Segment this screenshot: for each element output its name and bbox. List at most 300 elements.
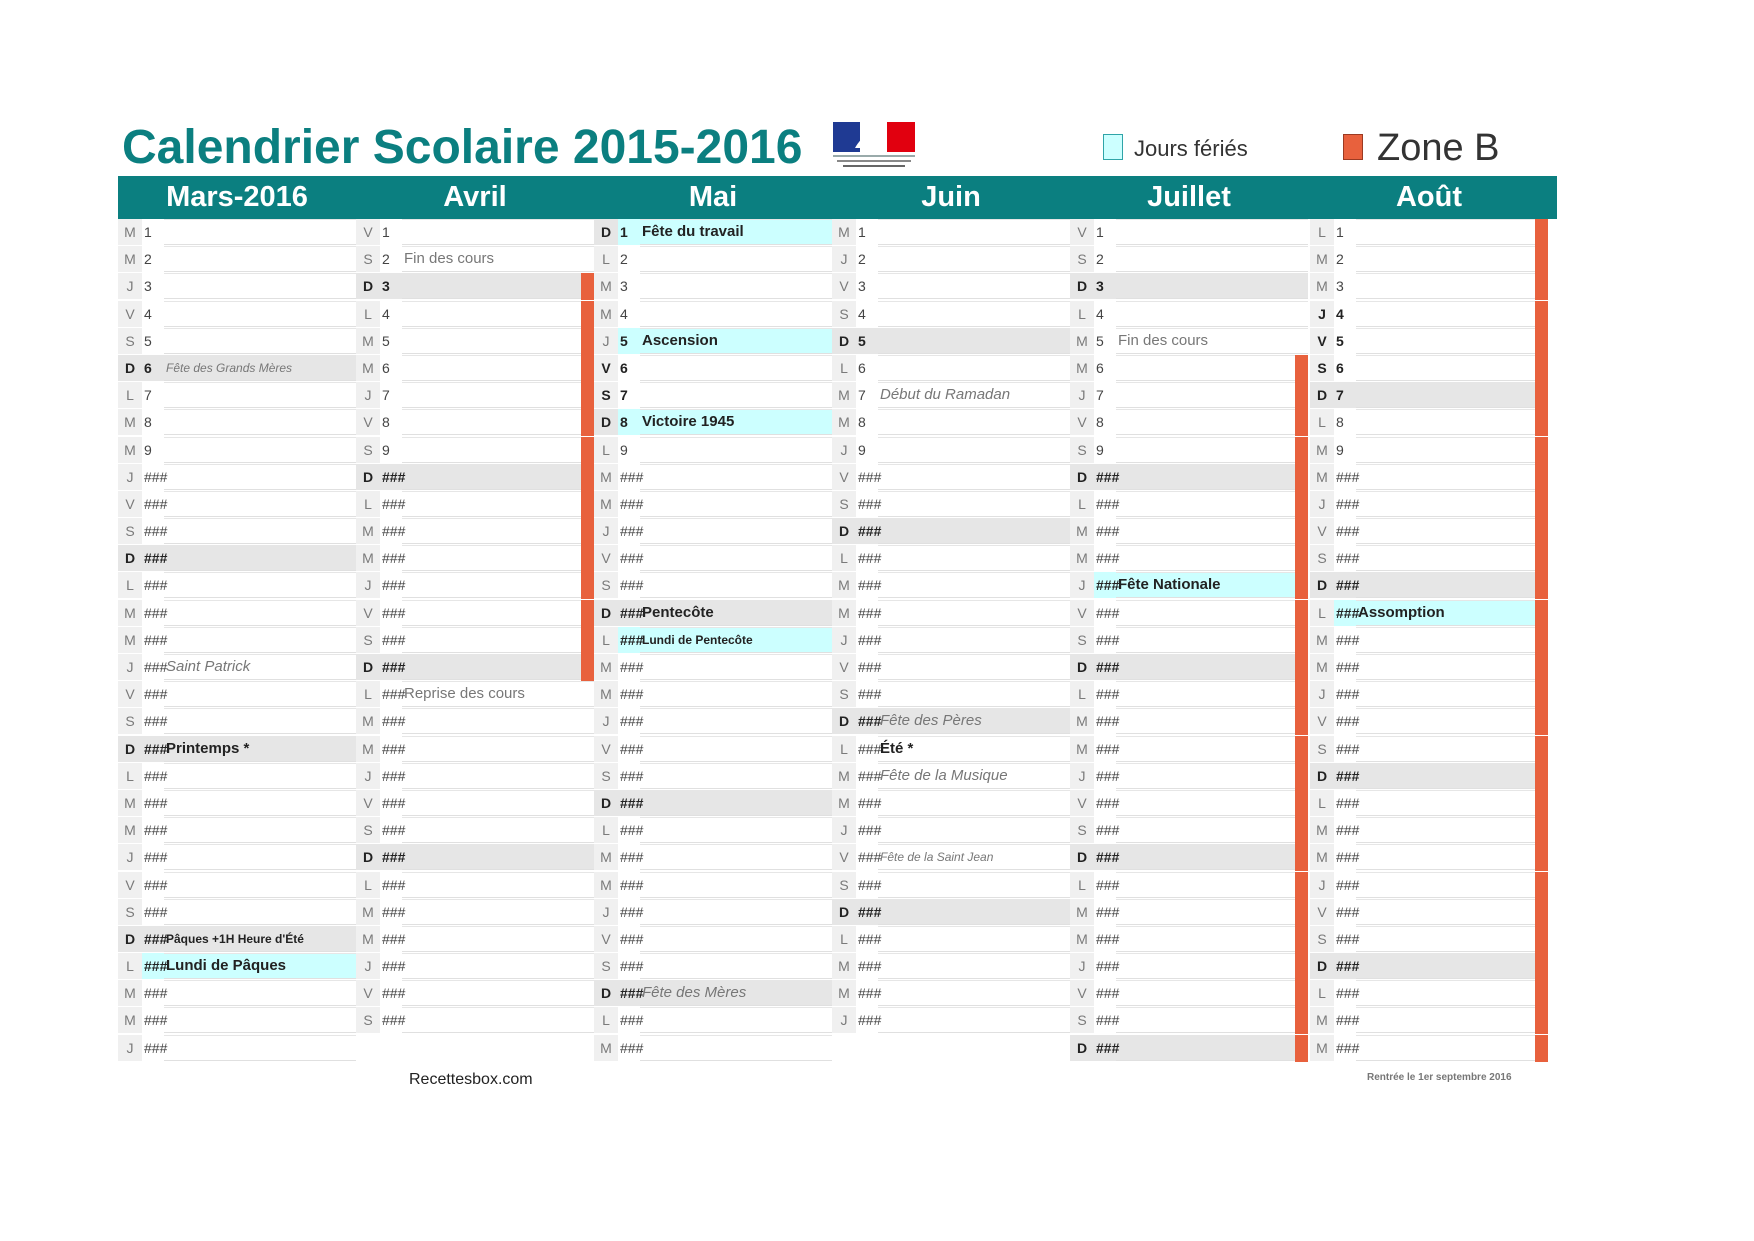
month-column <box>118 219 356 1062</box>
day-cell <box>1356 382 1535 408</box>
day-row <box>1310 790 1548 817</box>
day-number: ### <box>858 495 882 512</box>
day-row <box>832 899 1070 926</box>
day-cell <box>164 627 356 653</box>
weekday-letter: D <box>594 600 618 626</box>
day-cell <box>1116 518 1295 544</box>
day-row <box>118 518 356 545</box>
day-row <box>1070 926 1308 953</box>
zone-b-marker <box>1535 409 1548 436</box>
day-number: 3 <box>620 278 628 295</box>
zone-b-marker <box>581 328 594 355</box>
day-number: 6 <box>142 355 164 381</box>
weekday-letter: L <box>1310 409 1334 435</box>
weekday-letter: M <box>356 708 380 734</box>
day-cell <box>1116 301 1308 327</box>
weekday-letter: M <box>118 980 142 1006</box>
weekday-letter: D <box>356 273 380 299</box>
day-cell <box>640 355 832 381</box>
day-row <box>1070 763 1308 790</box>
zone-b-marker <box>1535 382 1548 409</box>
day-row <box>1310 1035 1548 1062</box>
day-row <box>594 844 832 871</box>
weekday-letter: M <box>832 219 856 245</box>
weekday-letter: S <box>356 437 380 463</box>
day-cell <box>164 273 356 299</box>
day-row <box>356 872 594 899</box>
day-cell <box>1116 600 1295 626</box>
day-number: ### <box>618 980 640 1006</box>
day-cell <box>1116 437 1295 463</box>
day-number: ### <box>382 604 406 621</box>
day-number: ### <box>856 708 878 734</box>
weekday-letter: V <box>118 491 142 517</box>
day-note: Ascension <box>642 331 718 349</box>
zone-b-marker <box>1295 600 1308 627</box>
zone-b-marker <box>581 437 594 464</box>
day-row <box>594 491 832 518</box>
weekday-letter: D <box>1070 1035 1094 1061</box>
jours-feries-label: Jours fériés <box>1134 136 1248 161</box>
day-row <box>356 518 594 545</box>
day-row <box>832 953 1070 980</box>
weekday-letter: L <box>1310 790 1334 816</box>
day-row <box>356 437 594 464</box>
day-number: 9 <box>1336 441 1344 458</box>
day-number: 5 <box>856 328 878 354</box>
day-cell <box>164 600 356 626</box>
day-cell <box>878 872 1070 898</box>
day-row <box>832 681 1070 708</box>
day-row <box>1310 464 1548 491</box>
weekday-letter: J <box>118 464 142 490</box>
day-number: 1 <box>858 224 866 240</box>
day-cell <box>402 817 594 843</box>
day-number: 2 <box>858 251 866 268</box>
zone-b-marker <box>581 382 594 409</box>
day-number: ### <box>144 822 168 839</box>
day-row <box>832 600 1070 627</box>
day-number: ### <box>620 876 644 893</box>
day-number: ### <box>858 604 882 621</box>
day-cell <box>640 273 832 299</box>
zone-b-marker <box>581 464 594 491</box>
day-cell <box>164 382 356 408</box>
weekday-letter: M <box>1070 545 1094 571</box>
weekday-letter: L <box>356 491 380 517</box>
weekday-letter: M <box>118 437 142 463</box>
day-number: 5 <box>1336 332 1344 349</box>
day-number: ### <box>858 659 882 675</box>
weekday-letter: V <box>118 681 142 707</box>
weekday-letter: J <box>118 654 142 680</box>
day-row <box>1070 246 1308 273</box>
weekday-letter: D <box>832 328 856 354</box>
day-note: Fête de la Musique <box>880 766 1008 784</box>
weekday-letter: L <box>118 382 142 408</box>
day-row <box>1070 817 1308 844</box>
day-number: 6 <box>858 359 866 376</box>
day-row <box>832 627 1070 654</box>
day-cell <box>1116 872 1295 898</box>
day-number: ### <box>620 523 644 540</box>
day-note: Lundi de Pâques <box>166 957 287 975</box>
day-number: ### <box>620 495 644 512</box>
zone-b-marker <box>1535 355 1548 382</box>
weekday-letter: L <box>594 437 618 463</box>
day-number: ### <box>1336 1012 1360 1029</box>
day-cell <box>1356 219 1535 245</box>
day-cell <box>878 273 1070 299</box>
zone-b-marker <box>1295 572 1308 599</box>
day-cell <box>878 899 1070 925</box>
weekday-letter: V <box>1070 409 1094 435</box>
day-cell <box>1116 708 1295 734</box>
day-cell <box>1356 872 1535 898</box>
weekday-letter: D <box>832 708 856 734</box>
day-cell <box>164 790 356 816</box>
day-number: 8 <box>1336 414 1344 431</box>
page-title: Calendrier Scolaire 2015-2016 <box>122 121 803 174</box>
day-cell <box>402 219 594 245</box>
day-cell <box>878 817 1070 843</box>
weekday-letter: L <box>118 953 142 979</box>
day-number: ### <box>1094 1035 1116 1061</box>
weekday-letter: M <box>1310 1035 1334 1061</box>
day-cell <box>640 817 832 843</box>
day-cell <box>1116 790 1295 816</box>
day-number: 9 <box>144 441 152 458</box>
day-number: ### <box>858 985 882 1002</box>
day-row <box>1070 627 1308 654</box>
day-row <box>1310 763 1548 790</box>
day-cell <box>878 464 1070 490</box>
day-cell <box>402 328 581 354</box>
weekday-letter: S <box>1070 437 1094 463</box>
day-row <box>594 708 832 735</box>
footer-site: Recettesbox.com <box>409 1071 533 1088</box>
zone-b-marker <box>1535 681 1548 708</box>
day-number: ### <box>1096 631 1120 648</box>
day-row <box>356 926 594 953</box>
day-number: 7 <box>858 387 866 404</box>
weekday-letter: S <box>832 872 856 898</box>
weekday-letter: M <box>832 953 856 979</box>
weekday-letter: L <box>832 926 856 952</box>
weekday-letter: M <box>118 627 142 653</box>
day-cell <box>1116 545 1295 571</box>
zone-b-marker <box>581 301 594 328</box>
weekday-letter: V <box>1310 899 1334 925</box>
day-cell <box>878 246 1070 272</box>
weekday-letter: S <box>832 301 856 327</box>
day-cell <box>878 219 1070 245</box>
day-cell <box>1116 899 1295 925</box>
zone-b-marker <box>1295 1007 1308 1034</box>
day-row <box>1310 980 1548 1007</box>
day-row <box>1310 273 1548 300</box>
day-cell <box>402 491 581 517</box>
day-row <box>1070 437 1308 464</box>
day-cell <box>640 844 832 870</box>
day-row <box>356 1007 594 1034</box>
weekday-letter: V <box>832 844 856 870</box>
day-cell <box>1356 328 1535 354</box>
day-number: ### <box>618 600 640 626</box>
day-row <box>118 464 356 491</box>
day-row <box>356 382 594 409</box>
weekday-letter: V <box>1070 600 1094 626</box>
day-cell <box>640 1007 832 1033</box>
day-row <box>832 654 1070 681</box>
day-number: ### <box>1096 930 1120 947</box>
month-title: Juin <box>921 181 981 213</box>
zone-b-marker <box>1295 491 1308 518</box>
weekday-letter: S <box>1310 926 1334 952</box>
day-row <box>118 899 356 926</box>
weekday-letter: L <box>594 627 618 653</box>
day-row <box>1310 926 1548 953</box>
day-number: ### <box>382 876 406 893</box>
weekday-letter: M <box>1070 708 1094 734</box>
day-cell <box>1116 355 1295 381</box>
day-cell <box>402 437 581 463</box>
day-row <box>118 1007 356 1034</box>
day-number: ### <box>1094 654 1116 680</box>
day-number: ### <box>382 550 406 567</box>
day-row <box>356 572 594 599</box>
day-number: ### <box>858 577 882 594</box>
day-cell <box>402 844 594 870</box>
day-cell <box>164 409 356 435</box>
weekday-letter: V <box>118 872 142 898</box>
day-number: ### <box>1334 953 1356 979</box>
zone-b-marker <box>1535 219 1548 246</box>
weekday-letter: S <box>1070 1007 1094 1033</box>
weekday-letter: D <box>1070 654 1094 680</box>
day-cell <box>164 437 356 463</box>
day-note: Fête du travail <box>642 223 744 240</box>
day-cell <box>1356 844 1535 870</box>
weekday-letter: M <box>832 763 856 789</box>
weekday-letter: V <box>1310 518 1334 544</box>
day-number: ### <box>1334 600 1356 626</box>
day-cell <box>402 926 594 952</box>
day-number: ### <box>858 740 882 757</box>
day-row <box>118 600 356 627</box>
day-number: ### <box>620 903 644 920</box>
weekday-letter: S <box>356 817 380 843</box>
weekday-letter: L <box>356 872 380 898</box>
day-cell <box>640 926 832 952</box>
day-row <box>118 844 356 871</box>
day-cell <box>640 899 832 925</box>
weekday-letter: L <box>118 763 142 789</box>
month-title: Mai <box>688 181 738 213</box>
day-number: 7 <box>1334 382 1356 408</box>
day-cell <box>164 681 356 707</box>
zone-b-marker <box>581 355 594 382</box>
day-cell <box>1356 627 1535 653</box>
day-row <box>356 817 594 844</box>
day-number: ### <box>382 903 406 920</box>
day-number: ### <box>382 740 406 757</box>
day-number: ### <box>1336 659 1360 675</box>
weekday-letter: S <box>118 899 142 925</box>
day-cell <box>402 763 594 789</box>
day-number: ### <box>858 1012 882 1029</box>
day-row <box>594 301 832 328</box>
day-number: ### <box>382 1012 406 1029</box>
weekday-letter: J <box>1070 953 1094 979</box>
day-number: ### <box>1334 572 1356 598</box>
day-note: Saint Patrick <box>166 658 251 675</box>
zone-b-marker <box>1295 654 1308 681</box>
day-number: ### <box>144 577 168 594</box>
weekday-letter: D <box>1070 273 1094 299</box>
weekday-letter: M <box>594 491 618 517</box>
weekday-letter: V <box>594 545 618 571</box>
weekday-letter: J <box>1310 491 1334 517</box>
day-row <box>118 246 356 273</box>
day-number: ### <box>618 790 640 816</box>
day-number: 3 <box>380 273 402 299</box>
day-cell <box>1356 355 1535 381</box>
zone-b-marker <box>1295 980 1308 1007</box>
weekday-letter: S <box>594 382 618 408</box>
zone-b-marker <box>1535 328 1548 355</box>
day-cell <box>164 545 356 571</box>
weekday-letter: J <box>594 518 618 544</box>
day-cell <box>878 926 1070 952</box>
day-number: ### <box>382 523 406 540</box>
day-row <box>1310 708 1548 735</box>
day-number: ### <box>144 495 168 512</box>
day-row <box>594 437 832 464</box>
zone-b-marker <box>1295 817 1308 844</box>
day-number: ### <box>620 1012 644 1029</box>
day-number: ### <box>142 736 164 762</box>
zone-b-marker <box>581 491 594 518</box>
day-cell <box>1356 790 1535 816</box>
day-cell <box>878 681 1070 707</box>
day-number: 5 <box>1096 332 1104 349</box>
day-note: Été * <box>880 739 914 757</box>
day-number: ### <box>382 822 406 839</box>
weekday-letter: M <box>118 817 142 843</box>
day-cell <box>640 301 832 327</box>
weekday-letter: J <box>356 572 380 598</box>
day-number: 1 <box>618 219 640 245</box>
weekday-letter: J <box>356 382 380 408</box>
day-cell <box>164 1007 356 1033</box>
zone-b-marker <box>1295 545 1308 572</box>
day-cell <box>1116 246 1308 272</box>
day-row <box>356 980 594 1007</box>
day-cell <box>878 518 1070 544</box>
zone-b-label: Zone B <box>1377 127 1500 169</box>
weekday-letter: D <box>594 980 618 1006</box>
day-number: ### <box>1096 822 1120 839</box>
weekday-letter: J <box>118 273 142 299</box>
weekday-letter: D <box>594 790 618 816</box>
day-row <box>1310 817 1548 844</box>
zone-b-marker <box>1535 899 1548 926</box>
zone-b-marker <box>1535 627 1548 654</box>
day-row <box>594 736 832 763</box>
month-column <box>1310 219 1548 1062</box>
day-row <box>832 409 1070 436</box>
zone-b-marker <box>1535 518 1548 545</box>
day-row <box>356 763 594 790</box>
day-number: 3 <box>858 278 866 295</box>
day-row <box>1070 409 1308 436</box>
zone-b-marker <box>1295 872 1308 899</box>
weekday-letter: V <box>118 301 142 327</box>
day-note: Reprise des cours <box>404 685 525 703</box>
weekday-letter: V <box>1310 708 1334 734</box>
day-row <box>1310 736 1548 763</box>
day-row <box>594 1007 832 1034</box>
day-cell <box>164 899 356 925</box>
day-number: ### <box>144 686 168 703</box>
zone-b-marker <box>1535 926 1548 953</box>
day-cell <box>640 763 832 789</box>
day-row <box>832 273 1070 300</box>
day-row <box>594 654 832 681</box>
day-row <box>1310 654 1548 681</box>
day-row <box>594 953 832 980</box>
weekday-letter: L <box>1310 600 1334 626</box>
weekday-letter: M <box>832 409 856 435</box>
day-number: ### <box>856 518 878 544</box>
day-cell <box>402 790 594 816</box>
day-row <box>1070 681 1308 708</box>
day-cell <box>640 382 832 408</box>
day-cell <box>402 708 594 734</box>
weekday-letter: L <box>1310 219 1334 245</box>
day-number: ### <box>858 686 882 703</box>
day-row <box>1070 273 1308 300</box>
jours-feries-swatch <box>1103 134 1123 160</box>
day-number: ### <box>380 464 402 490</box>
day-row <box>1070 545 1308 572</box>
day-number: ### <box>144 631 168 648</box>
weekday-letter: J <box>594 899 618 925</box>
day-number: ### <box>618 627 640 653</box>
day-cell <box>878 301 1070 327</box>
day-cell <box>1116 844 1295 870</box>
day-cell <box>164 708 356 734</box>
day-number: ### <box>620 659 644 675</box>
day-number: 8 <box>1096 414 1104 431</box>
weekday-letter: J <box>1310 872 1334 898</box>
day-row <box>594 817 832 844</box>
day-row <box>594 328 832 355</box>
day-row <box>594 355 832 382</box>
weekday-letter: M <box>118 790 142 816</box>
zone-b-marker <box>581 627 594 654</box>
zone-b-marker <box>581 572 594 599</box>
weekday-letter: M <box>1310 654 1334 680</box>
zone-b-marker <box>1535 736 1548 763</box>
zone-b-marker <box>1295 899 1308 926</box>
day-number: ### <box>620 740 644 757</box>
day-number: ### <box>142 953 164 979</box>
day-row <box>832 817 1070 844</box>
weekday-letter: S <box>118 708 142 734</box>
weekday-letter: M <box>832 600 856 626</box>
